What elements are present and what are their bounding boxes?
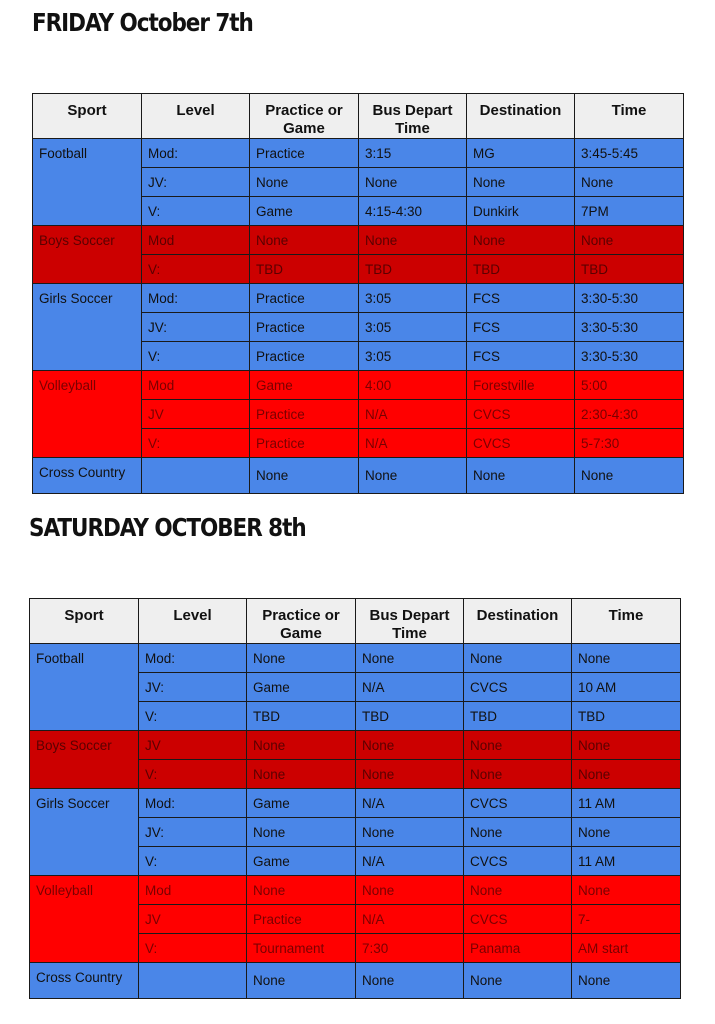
level-cell (139, 963, 247, 999)
sport-cell: Football (30, 644, 139, 731)
time-cell: 3:45-5:45 (575, 139, 684, 168)
level-cell: V: (139, 847, 247, 876)
level-cell: V: (139, 702, 247, 731)
header-sport: Sport (33, 94, 142, 139)
level-cell: Mod: (142, 284, 250, 313)
destination-cell: Panama (464, 934, 572, 963)
time-cell: None (572, 760, 681, 789)
practice-or-game-cell: None (250, 226, 359, 255)
practice-or-game-cell: Tournament (247, 934, 356, 963)
practice-or-game-cell: Practice (250, 400, 359, 429)
time-cell: 10 AM (572, 673, 681, 702)
practice-or-game-cell: Practice (250, 313, 359, 342)
level-cell: JV: (139, 818, 247, 847)
destination-cell: None (464, 760, 572, 789)
time-cell: 5:00 (575, 371, 684, 400)
bus-depart-cell: 4:15-4:30 (359, 197, 467, 226)
header-time: Time (572, 599, 681, 644)
sport-cell: Football (33, 139, 142, 226)
level-cell: JV: (139, 673, 247, 702)
practice-or-game-cell: TBD (250, 255, 359, 284)
practice-or-game-cell: Practice (250, 139, 359, 168)
practice-or-game-cell: None (247, 760, 356, 789)
level-cell: JV: (142, 313, 250, 342)
level-cell: JV (142, 400, 250, 429)
level-cell: V: (142, 255, 250, 284)
practice-or-game-cell: None (250, 168, 359, 197)
bus-depart-cell: 3:05 (359, 284, 467, 313)
level-cell: V: (142, 342, 250, 371)
time-cell: 7- (572, 905, 681, 934)
time-cell: 11 AM (572, 847, 681, 876)
time-cell: 5-7:30 (575, 429, 684, 458)
table-row (30, 731, 681, 760)
level-cell: JV: (142, 168, 250, 197)
destination-cell: None (464, 818, 572, 847)
header-practice-or-game: Practice or Game (250, 94, 359, 139)
practice-or-game-cell: Practice (247, 905, 356, 934)
header-level: Level (139, 599, 247, 644)
table-row (33, 226, 684, 255)
practice-or-game-cell: Game (247, 789, 356, 818)
bus-depart-cell: None (359, 458, 467, 494)
level-cell: Mod (142, 226, 250, 255)
practice-or-game-cell: Practice (250, 342, 359, 371)
bus-depart-cell: None (356, 876, 464, 905)
practice-or-game-cell: Game (250, 371, 359, 400)
destination-cell: None (467, 458, 575, 494)
practice-or-game-cell: None (247, 644, 356, 673)
header-time: Time (575, 94, 684, 139)
header-destination: Destination (464, 599, 572, 644)
practice-or-game-cell: Game (247, 847, 356, 876)
bus-depart-cell: N/A (356, 905, 464, 934)
destination-cell: FCS (467, 342, 575, 371)
level-cell (142, 458, 250, 494)
bus-depart-cell: None (359, 168, 467, 197)
table-row (33, 284, 684, 313)
level-cell: V: (142, 197, 250, 226)
bus-depart-cell: TBD (359, 255, 467, 284)
level-cell: V: (139, 760, 247, 789)
bus-depart-cell: None (356, 731, 464, 760)
time-cell: 3:30-5:30 (575, 313, 684, 342)
time-cell: TBD (572, 702, 681, 731)
level-cell: Mod: (139, 644, 247, 673)
level-cell: Mod (139, 876, 247, 905)
destination-cell: TBD (467, 255, 575, 284)
table-row (33, 371, 684, 400)
bus-depart-cell: TBD (356, 702, 464, 731)
destination-cell: None (464, 876, 572, 905)
bus-depart-cell: N/A (356, 789, 464, 818)
destination-cell: MG (467, 139, 575, 168)
table-row (33, 458, 684, 494)
level-cell: Mod: (142, 139, 250, 168)
level-cell: JV (139, 731, 247, 760)
time-cell: TBD (575, 255, 684, 284)
destination-cell: CVCS (467, 400, 575, 429)
destination-cell: FCS (467, 313, 575, 342)
sport-cell: Boys Soccer (30, 731, 139, 789)
sport-cell: Girls Soccer (30, 789, 139, 876)
time-cell: 7PM (575, 197, 684, 226)
saturday-title: SATURDAY OCTOBER 8th (29, 513, 306, 542)
destination-cell: None (464, 644, 572, 673)
practice-or-game-cell: None (247, 963, 356, 999)
table-row (30, 963, 681, 999)
destination-cell: None (464, 963, 572, 999)
destination-cell: CVCS (464, 905, 572, 934)
destination-cell: CVCS (464, 847, 572, 876)
bus-depart-cell: 3:05 (359, 313, 467, 342)
sport-cell: Volleyball (30, 876, 139, 963)
practice-or-game-cell: None (247, 731, 356, 760)
level-cell: V: (142, 429, 250, 458)
destination-cell: CVCS (464, 789, 572, 818)
destination-cell: CVCS (464, 673, 572, 702)
bus-depart-cell: 3:15 (359, 139, 467, 168)
sport-cell: Boys Soccer (33, 226, 142, 284)
table-row (30, 644, 681, 673)
bus-depart-cell: N/A (359, 429, 467, 458)
bus-depart-cell: None (356, 818, 464, 847)
header-bus-depart-time: Bus Depart Time (359, 94, 467, 139)
level-cell: JV (139, 905, 247, 934)
practice-or-game-cell: None (250, 458, 359, 494)
practice-or-game-cell: TBD (247, 702, 356, 731)
header-bus-depart-time: Bus Depart Time (356, 599, 464, 644)
destination-cell: FCS (467, 284, 575, 313)
destination-cell: None (467, 168, 575, 197)
destination-cell: CVCS (467, 429, 575, 458)
saturday-schedule-table (29, 598, 681, 999)
sport-cell: Girls Soccer (33, 284, 142, 371)
bus-depart-cell: None (356, 963, 464, 999)
time-cell: None (572, 876, 681, 905)
level-cell: Mod (142, 371, 250, 400)
header-destination: Destination (467, 94, 575, 139)
friday-schedule-table (32, 93, 684, 494)
header-row (33, 94, 684, 139)
table-row (30, 876, 681, 905)
time-cell: 3:30-5:30 (575, 342, 684, 371)
bus-depart-cell: None (356, 760, 464, 789)
practice-or-game-cell: Game (250, 197, 359, 226)
bus-depart-cell: N/A (359, 400, 467, 429)
time-cell: AM start (572, 934, 681, 963)
practice-or-game-cell: None (247, 818, 356, 847)
time-cell: 11 AM (572, 789, 681, 818)
bus-depart-cell: 3:05 (359, 342, 467, 371)
sport-cell: Cross Country (33, 458, 142, 494)
time-cell: None (572, 731, 681, 760)
time-cell: 3:30-5:30 (575, 284, 684, 313)
table-row (33, 139, 684, 168)
destination-cell: None (464, 731, 572, 760)
destination-cell: Dunkirk (467, 197, 575, 226)
bus-depart-cell: None (356, 644, 464, 673)
time-cell: None (572, 818, 681, 847)
friday-title: FRIDAY October 7th (32, 8, 253, 37)
practice-or-game-cell: None (247, 876, 356, 905)
time-cell: None (575, 226, 684, 255)
bus-depart-cell: N/A (356, 847, 464, 876)
bus-depart-cell: N/A (356, 673, 464, 702)
time-cell: 2:30-4:30 (575, 400, 684, 429)
sport-cell: Volleyball (33, 371, 142, 458)
table-row (30, 789, 681, 818)
level-cell: Mod: (139, 789, 247, 818)
practice-or-game-cell: Game (247, 673, 356, 702)
sport-cell: Cross Country (30, 963, 139, 999)
practice-or-game-cell: Practice (250, 429, 359, 458)
header-row (30, 599, 681, 644)
header-sport: Sport (30, 599, 139, 644)
time-cell: None (572, 644, 681, 673)
bus-depart-cell: 7:30 (356, 934, 464, 963)
destination-cell: Forestville (467, 371, 575, 400)
time-cell: None (575, 168, 684, 197)
header-level: Level (142, 94, 250, 139)
level-cell: V: (139, 934, 247, 963)
time-cell: None (575, 458, 684, 494)
destination-cell: TBD (464, 702, 572, 731)
bus-depart-cell: 4:00 (359, 371, 467, 400)
header-practice-or-game: Practice or Game (247, 599, 356, 644)
practice-or-game-cell: Practice (250, 284, 359, 313)
time-cell: None (572, 963, 681, 999)
bus-depart-cell: None (359, 226, 467, 255)
destination-cell: None (467, 226, 575, 255)
